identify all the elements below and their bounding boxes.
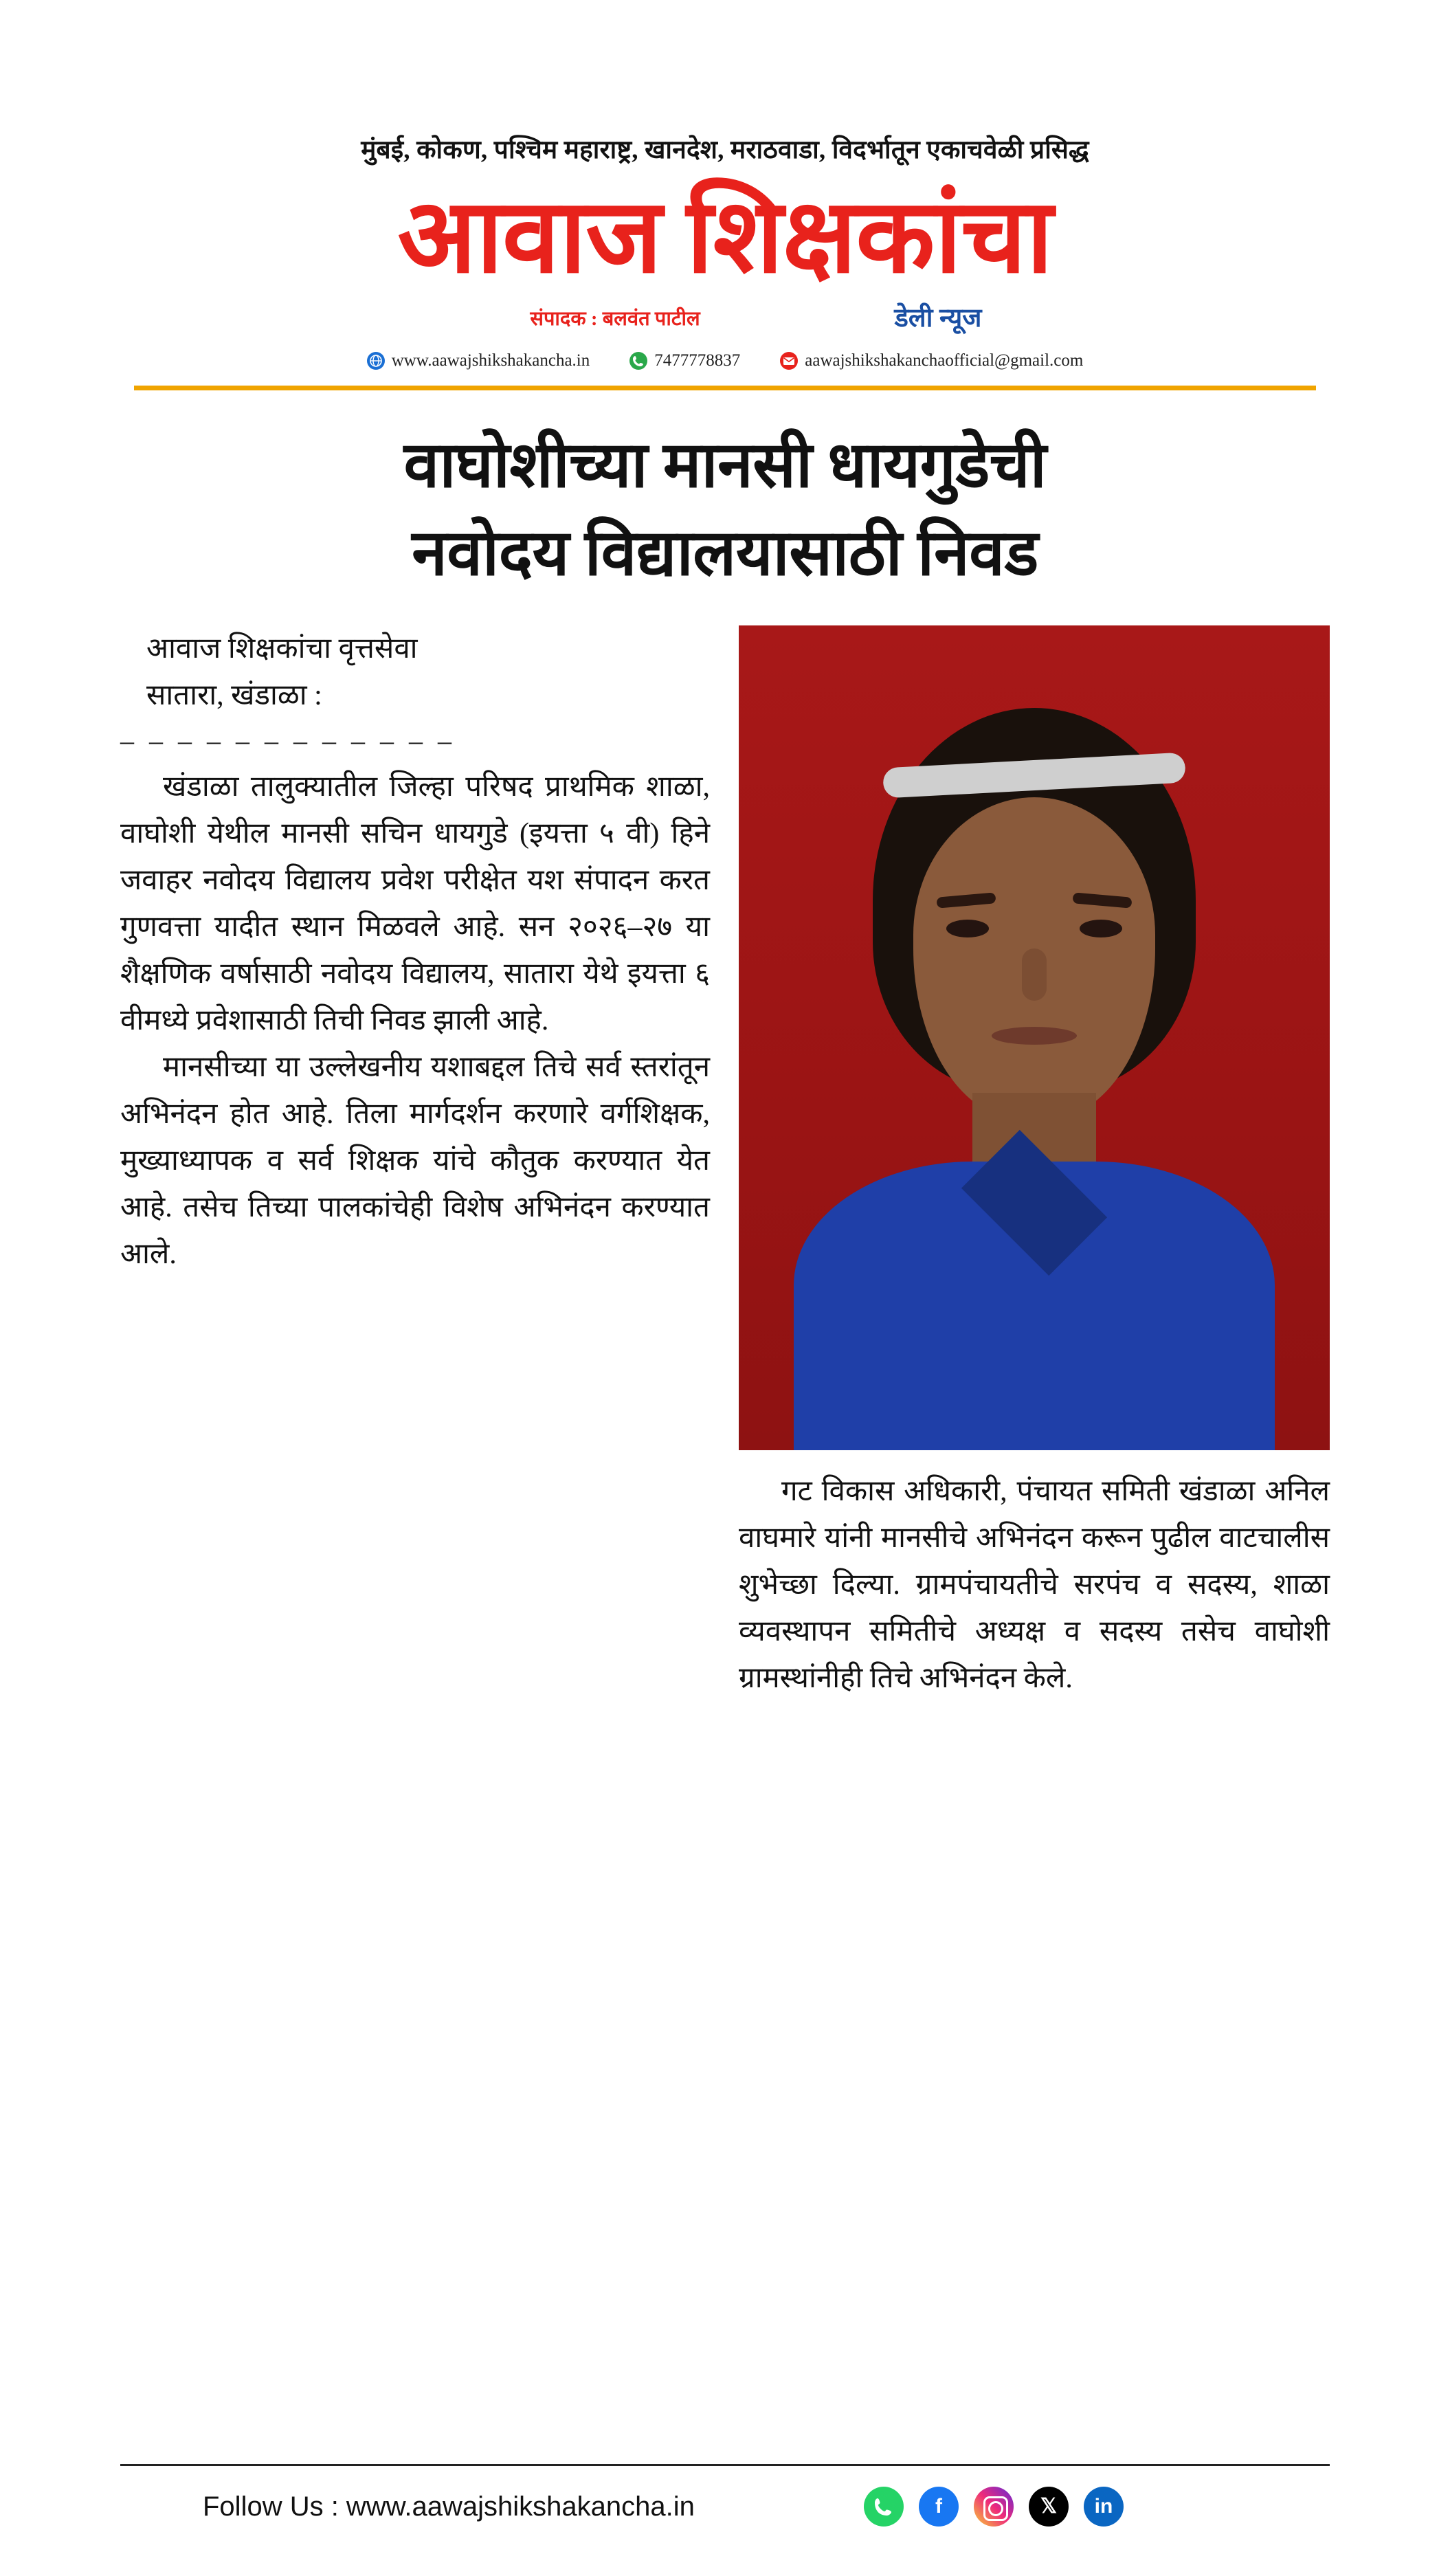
article-photo <box>739 625 1330 1450</box>
phone-contact[interactable] <box>629 351 740 370</box>
follow-us-text: Follow Us : www.aawajshikshakancha.in <box>203 2491 695 2522</box>
website-contact[interactable] <box>367 351 590 370</box>
article-credit-line-1: आवाज शिक्षकांचा वृत्तसेवा <box>146 633 418 665</box>
x-twitter-icon[interactable]: 𝕏 <box>1029 2487 1069 2527</box>
facebook-icon[interactable]: f <box>919 2487 959 2527</box>
article-right-column <box>739 625 1330 1702</box>
article-divider: – – – – – – – – – – – – <box>120 725 456 757</box>
article-paragraph: मानसीच्या या उल्लेखनीय यशाबद्दल तिचे सर्व स्तरांतून अभिनंदन होत आहे. तिला मार्गदर्शन करणारे वर्गशिक्षक, मुख्याध्यापक व सर्व शिक्षक यांचे कौतुक करण्यात येत आहे. तसेच तिच्या पालकांचेही विशेष अभिनंदन करण्यात आले. <box>120 1052 710 1271</box>
website-text: www.aawajshikshakancha.in <box>391 351 590 370</box>
masthead-title: आवाज शिक्षकांचा <box>397 180 1053 294</box>
article-body <box>120 625 1330 1702</box>
photo-nose <box>1022 948 1047 1001</box>
headline-line-1: वाघोशीच्या मानसी धायगुडेची <box>403 430 1047 501</box>
article-right-text <box>739 1468 1330 1702</box>
masthead-strapline: मुंबई, कोकण, पश्चिम महाराष्ट्र, खानदेश, मराठवाडा, विदर्भातून एकाचवेळी प्रसिद्ध <box>361 136 1089 164</box>
email-contact[interactable] <box>780 351 1083 370</box>
header-divider <box>134 386 1316 390</box>
headline-line-2: नवोदय विद्यालयासाठी निवड <box>412 518 1038 589</box>
photo-eye-left <box>946 920 989 937</box>
linkedin-icon[interactable]: in <box>1084 2487 1124 2527</box>
photo-mouth <box>992 1027 1077 1045</box>
social-links <box>864 2487 1330 2527</box>
article-paragraph: खंडाळा तालुक्यातील जिल्हा परिषद प्राथमिक शाळा, वाघोशी येथील मानसी सचिन धायगुडे (इयत्ता ५ वी) हिने जवाहर नवोदय विद्यालय प्रवेश परीक्षेत यश संपादन करत गुणवत्ता यादीत स्थान मिळवले आहे. सन २०२६–२७ या शैक्षणिक वर्षासाठी नवोदय विद्यालय, सातारा येथे इयत्ता ६ वीमध्ये प्रवेशासाठी तिची निवड झाली आहे. <box>120 771 710 1037</box>
daily-news-label: डेली न्यूज <box>894 303 982 333</box>
whatsapp-icon[interactable] <box>864 2487 904 2527</box>
article-left-column <box>120 625 710 1278</box>
page-title <box>120 422 1330 599</box>
mail-icon <box>780 352 798 370</box>
article-credit-line-2: सातारा, खंडाळा : <box>146 680 322 712</box>
masthead <box>0 0 1450 340</box>
contact-bar <box>0 351 1450 370</box>
masthead-subrow <box>0 299 1450 340</box>
footer-content <box>120 2466 1330 2527</box>
article-columns <box>120 625 1330 1702</box>
phone-icon <box>629 352 647 370</box>
editor-credit: संपादक : बलवंत पाटील <box>530 307 700 330</box>
article-paragraph: गट विकास अधिकारी, पंचायत समिती खंडाळा अनिल वाघमारे यांनी मानसीचे अभिनंदन करून पुढील वाटचालीस शुभेच्छा दिल्या. ग्रामपंचायतीचे सरपंच व सदस्य, शाळा व्यवस्थापन समितीचे अध्यक्ष व सदस्य तसेच वाघोशी ग्रामस्थांनीही तिचे अभिनंदन केले. <box>739 1476 1330 1695</box>
email-text: aawajshikshakanchaofficial@gmail.com <box>805 351 1084 370</box>
photo-eye-right <box>1080 920 1122 937</box>
instagram-icon[interactable] <box>974 2487 1014 2527</box>
globe-icon <box>367 352 385 370</box>
phone-text: 7477778837 <box>654 351 741 370</box>
footer <box>0 2464 1450 2527</box>
